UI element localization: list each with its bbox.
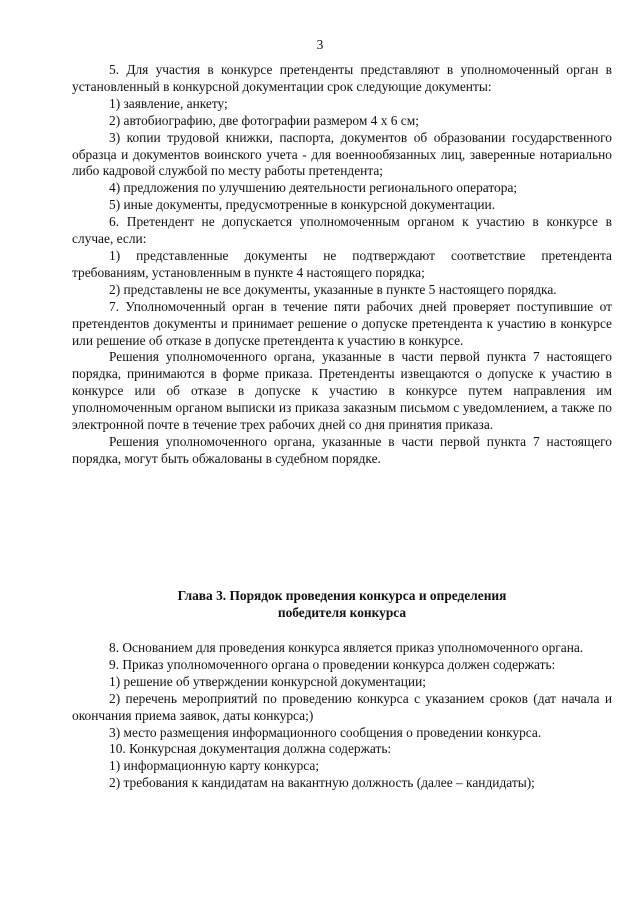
paragraph-5-item-4: 4) предложения по улучшению деятельности регионального оператора;	[109, 180, 518, 196]
paragraph-9-item-3: 3) место размещения информационного сообщения о проведении конкурса.	[109, 724, 542, 740]
paragraph-7-part-2: Решения уполномоченного органа, указанные в части первой пункта 7 настоящего порядка, принимаются в форме приказа. Претенденты извещаются о допуске к участию в конкурсе или об отказе в допуске к участию в конкурсе путем направления им уполномоченным органом выписки из приказа заказным письмом с уведомлением, а также по электронной почте в течение трех рабочих дней со дня принятия приказа.	[72, 349, 612, 433]
paragraph-6-item-2: 2) представлены не все документы, указанные в пункте 5 настоящего порядка.	[109, 281, 557, 297]
paragraph-9-item-1: 1) решение об утверждении конкурсной документации;	[109, 673, 426, 689]
paragraph-5-item-3: 3) копии трудовой книжки, паспорта, документов об образовании государственного образца и документов воинского учета - для военнообязанных лиц, заверенные нотариально либо кадровой службой по месту работы претендента;	[72, 129, 612, 179]
section-top-text	[72, 62, 612, 468]
paragraph-5: 5. Для участия в конкурсе претенденты представляют в уполномоченный орган в установленный в конкурсной документации срок следующие документы:	[72, 62, 612, 94]
chapter-heading-line-1: Глава 3. Порядок проведения конкурса и определения	[177, 588, 507, 603]
paragraph-10-item-1: 1) информационную карту конкурса;	[109, 758, 320, 774]
paragraph-8: 8. Основанием для проведения конкурса является приказ уполномоченного органа.	[109, 640, 584, 655]
paragraph-5-item-2: 2) автобиографию, две фотографии размером 4 х 6 см;	[109, 112, 419, 128]
paragraph-7-part-3: Решения уполномоченного органа, указанные в части первой пункта 7 настоящего порядка, могут быть обжалованы в судебном порядке.	[72, 433, 612, 466]
paragraph-7: 7. Уполномоченный орган в течение пяти рабочих дней проверяет поступившие от претендентов документы и принимает решение о допуске претендента к участию в конкурсе или решение об отказе в допуске претендента к участию в конкурсе.	[72, 298, 612, 348]
paragraph-9-item-2: 2) перечень мероприятий по проведению конкурса с указанием сроков (дат начала и окончания приема заявок, даты конкурса;)	[72, 690, 612, 723]
paragraph-6: 6. Претендент не допускается уполномоченным органом к участию в конкурсе в случае, если:	[72, 214, 612, 247]
section-bottom-text	[72, 640, 612, 792]
paragraph-6-item-1: 1) представленные документы не подтверждают соответствие претендента требованиям, установленным в пункте 4 настоящего порядка;	[72, 247, 612, 280]
page-number: 3	[316, 37, 324, 52]
paragraph-9: 9. Приказ уполномоченного органа о проведении конкурса должен содержать:	[109, 656, 556, 672]
paragraph-10: 10. Конкурсная документация должна содержать:	[109, 741, 392, 757]
chapter-heading-line-2: победителя конкурса	[277, 604, 407, 620]
paragraph-5-item-5: 5) иные документы, предусмотренные в конкурсной документации.	[109, 197, 496, 213]
chapter-heading	[72, 588, 612, 622]
paragraph-5-item-1: 1) заявление, анкету;	[109, 95, 228, 111]
paragraph-10-item-2: 2) требования к кандидатам на вакантную должность (далее – кандидаты);	[109, 775, 535, 791]
